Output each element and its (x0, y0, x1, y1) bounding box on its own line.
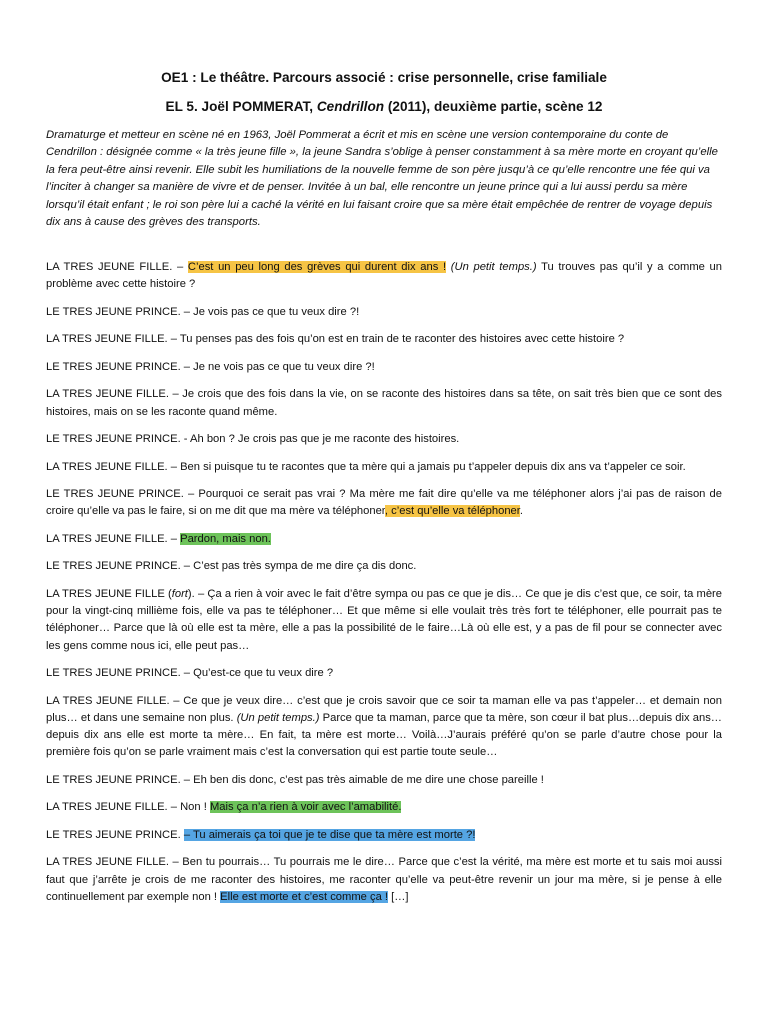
dialogue-line (46, 827, 722, 844)
dialogue-line (46, 854, 722, 906)
line-text: LA TRES JEUNE FILLE. – Non ! (46, 801, 210, 814)
line-text: LA TRES JEUNE FILLE. – Ce que je veux dire… c’est que je crois savoir que ce soir ta maman elle va pas t’appeler… et demain non plus… et dans une semaine non plus. (46, 694, 722, 724)
line-text: . (519, 505, 523, 518)
dialogue-line (46, 665, 722, 682)
stage-direction: (Un petit temps.) (450, 261, 537, 273)
subtitle-prefix: EL 5. Joël POMMERAT, (165, 99, 317, 114)
dialogue-line (46, 772, 722, 789)
line-text: LA TRES JEUNE FILLE. – (46, 261, 188, 273)
dialogue-line (46, 799, 722, 816)
line-text: Parce que ta maman, parce que ta mère, son cœur il bat plus…depuis dix ans… depuis dix ans elle est morte ta mère… En fait, ta mère est morte… Voilà…J’aurais préféré qu’on se parle d’autre chose pour la première fois qu’on se parle vraiment mais c’est la conversation qui est partie toute seule… (46, 711, 722, 759)
dialogue-line (46, 386, 722, 421)
dialogue-line (46, 331, 722, 348)
highlighted-text: Pardon, mais non. (180, 532, 271, 545)
dialogue-line (46, 359, 722, 376)
line-text: LA TRES JEUNE FILLE. – Ben tu pourrais… Tu pourrais me le dire… Parce que c’est la vérité, ma mère est morte et tu sais moi aussi faut que j’arrête je crois de me raconter des histoires, me raconter qu’elle va peut-être revenir un jour ma mère, si je pense à elle continuellement par exemple non ! (46, 856, 722, 904)
line-text: LE TRES JEUNE PRINCE. – Pourquoi ce serait pas vrai ? Ma mère me fait dire qu’elle va me téléphoner alors j’ai pas de raison de croire qu’elle va pas le faire, si on me dit que ma mère va téléphoner (46, 487, 722, 518)
dialogue-excerpt (46, 259, 722, 917)
stage-direction: fort (171, 587, 188, 600)
line-text: LA TRES JEUNE FILLE. – Ben si puisque tu te racontes que ta mère qui a jamais pu t’appeler depuis dix ans va t’appeler ce soir. (46, 460, 686, 473)
highlighted-text: , c’est qu’elle va téléphoner (384, 505, 520, 518)
line-text: LE TRES JEUNE PRINCE. – Je vois pas ce que tu veux dire ?! (46, 305, 360, 318)
dialogue-line (46, 486, 722, 521)
dialogue-line (46, 531, 722, 548)
stage-direction: (Un petit temps.) (236, 711, 320, 724)
line-text: LA TRES JEUNE FILLE. – Je crois que des fois dans la vie, on se raconte des histoires dans sa tête, on sait très bien que ce sont des histoires, mais on se les raconte quand même. (46, 388, 722, 418)
line-text: LE TRES JEUNE PRINCE. - Ah bon ? Je crois pas que je me raconte des histoires. (46, 433, 460, 446)
highlighted-text: Mais ça n’a rien à voir avec l’amabilité. (209, 801, 402, 814)
highlighted-text: C’est un peu long des grèves qui durent dix ans ! (187, 261, 447, 273)
line-text: LE TRES JEUNE PRINCE. – Eh ben dis donc, c’est pas très aimable de me dire une chose pareille ! (46, 773, 544, 786)
line-text: LA TRES JEUNE FILLE. – Tu penses pas des fois qu’on est en train de te raconter des histoires avec cette histoire ? (46, 333, 625, 346)
dialogue-line (46, 693, 722, 762)
line-text: LE TRES JEUNE PRINCE. – C’est pas très sympa de me dire ça dis donc. (46, 560, 417, 573)
line-text: LA TRES JEUNE FILLE ( (46, 587, 172, 600)
line-text: Tu trouves pas qu’il y a comme un problème avec cette histoire ? (46, 261, 722, 291)
document-title: OE1 : Le théâtre. Parcours associé : crise personnelle, crise familiale (161, 70, 607, 85)
line-text: LE TRES JEUNE PRINCE. – Je ne vois pas ce que tu veux dire ?! (46, 360, 375, 373)
line-text: ). – Ça a rien à voir avec le fait d’être sympa ou pas ce que je dis… Ce que je dis c’est que, ce soir, ta mère pour la vingt-cinq millième fois, elle va pas te téléphoner… Et que même si elle voulait très très fort te téléphoner, elle pourrait pas te téléphoner… Parce que là où elle est ta mère, elle a pas la possibilité de le faire…Là où elle est, y a pas de fil pour se connecter avec les gens comme nous ici, elle peut pas… (46, 587, 722, 652)
highlighted-text: Elle est morte et c’est comme ça ! (220, 891, 389, 904)
line-text: LE TRES JEUNE PRINCE. (46, 828, 184, 841)
play-title: Cendrillon (316, 99, 385, 114)
intro-paragraph: Dramaturge et metteur en scène né en 1963, Joël Pommerat a écrit et mis en scène une version contemporaine du conte de Cendrillon : désignée comme « la très jeune fille », la jeune Sandra s’oblige à penser constamment à sa mère morte en croyant qu’elle la fera peut-être ainsi revenir. Elle subit les humiliations de la nouvelle femme de son père jusqu’à ce qu’elle rencontre une fée qui va l’inciter à changer sa manière de vivre et de penser. Invitée à un bal, elle rencontre un jeune prince qui a lui aussi perdu sa mère lorsqu’il était enfant ; le roi son père lui a caché la vérité en lui faisant croire que sa mère était empêchée de rentrer de voyage depuis dix ans à cause des grèves des transports. (46, 129, 718, 229)
dialogue-line (46, 431, 722, 448)
dialogue-line (46, 558, 722, 575)
line-text: LE TRES JEUNE PRINCE. – Qu’est-ce que tu veux dire ? (46, 667, 334, 680)
line-text: […] (388, 891, 409, 904)
dialogue-line (46, 304, 722, 321)
line-text: LA TRES JEUNE FILLE. – (46, 532, 181, 545)
dialogue-line (46, 259, 722, 294)
dialogue-line (46, 459, 722, 476)
document-subtitle (46, 99, 722, 114)
subtitle-suffix: (2011), deuxième partie, scène 12 (384, 99, 603, 114)
highlighted-text: – Tu aimerais ça toi que je te dise que ta mère est morte ?! (183, 828, 476, 841)
dialogue-line (46, 586, 722, 655)
